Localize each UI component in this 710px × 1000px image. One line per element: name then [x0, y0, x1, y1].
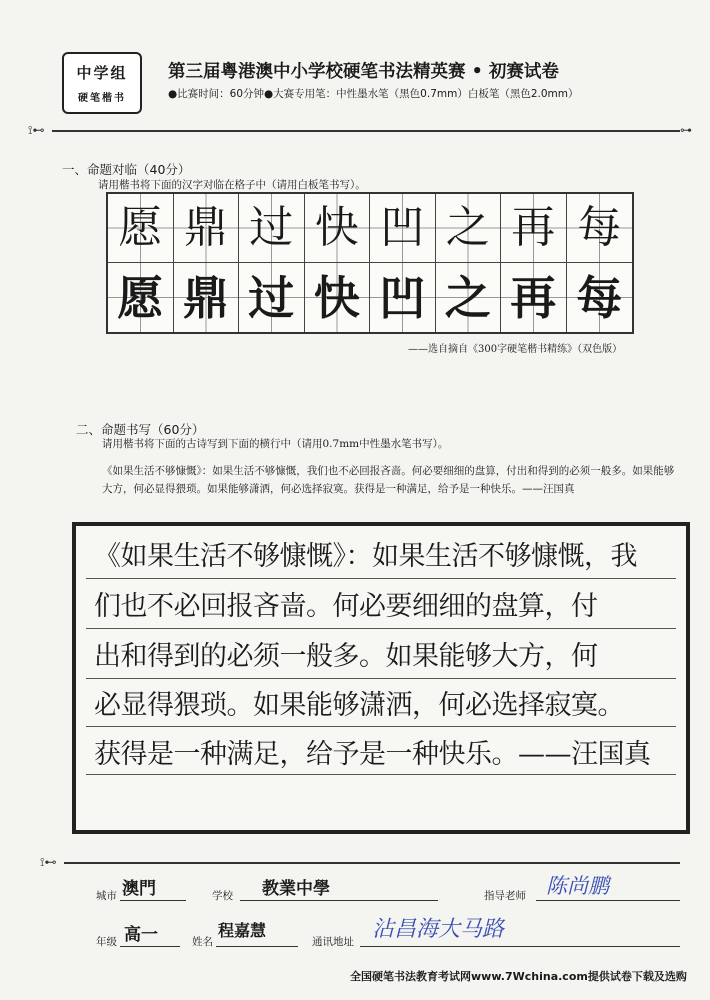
written-cell: 凹: [370, 263, 436, 332]
written-cell: 再: [501, 263, 567, 332]
model-cell: 鼎: [174, 194, 240, 263]
city-label: 城市: [96, 890, 117, 902]
writing-line: [86, 774, 676, 775]
written-cell: 之: [436, 263, 502, 332]
writing-line: [86, 628, 676, 629]
written-cell: 愿: [108, 263, 174, 332]
written-cell: 鼎: [174, 263, 240, 332]
page-subtitle: ●比赛时间：60分钟●大赛专用笔：中性墨水笔（黑色0.7mm）白板笔（黑色2.0mm）: [168, 88, 579, 100]
section1-title: 一、命题对临（40分）: [62, 162, 191, 177]
model-cell: 之: [436, 194, 502, 263]
address-underline: [360, 946, 680, 947]
header-divider: [52, 130, 680, 132]
poem-text: 《如果生活不够慷慨》：如果生活不够慷慨，我们也不必回报吝啬。何必要细细的盘算，付出和得到的必须一般多。如果能够大方，何必显得猥琐。如果能够潇洒，何必选择寂寞。获得是一种满足，给予是一种快乐。——汪国真: [102, 465, 675, 495]
copy-grid: [106, 192, 634, 334]
group-label: 中学组: [76, 64, 128, 82]
model-cell: 过: [239, 194, 305, 263]
written-cell: 快: [305, 263, 371, 332]
writing-line: [86, 726, 676, 727]
school-underline: [240, 900, 438, 901]
scroll-ornament-icon: ⟟⊷: [28, 123, 45, 137]
teacher-underline: [536, 900, 680, 901]
model-cell: 快: [305, 194, 371, 263]
school-value: 教業中學: [262, 879, 330, 899]
handwritten-line: 们也不必回报吝啬。何必要细细的盘算，付: [94, 591, 598, 622]
handwritten-line: 出和得到的必须一般多。如果能够大方，何: [94, 641, 598, 672]
handwritten-line: 必显得猥琐。如果能够潇洒，何必选择寂寞。: [94, 690, 624, 721]
name-value: 程嘉慧: [218, 921, 267, 940]
grade-label: 年级: [96, 936, 117, 948]
section1-instruction: 请用楷书将下面的汉字对临在格子中（请用白板笔书写）。: [98, 179, 366, 191]
model-cell: 愿: [108, 194, 174, 263]
handwritten-line: 《如果生活不够慷慨》：如果生活不够慷慨，我: [94, 541, 637, 572]
group-badge: [62, 52, 142, 114]
model-cell: 再: [501, 194, 567, 263]
style-label: 硬笔楷书: [78, 93, 126, 104]
writing-box: [72, 522, 690, 834]
source-credit: ——选自摘自《300字硬笔楷书精练》（双色版）: [408, 344, 623, 355]
swirl-ornament-icon: ⊶: [680, 123, 692, 137]
section2-instruction: 请用楷书将下面的古诗写到下面的横行中（请用0.7mm中性墨水笔书写）。: [102, 438, 449, 450]
grade-underline: [120, 946, 180, 947]
model-cell: 凹: [370, 194, 436, 263]
name-label: 姓名: [192, 936, 213, 948]
name-underline: [216, 946, 298, 947]
footer-divider: [64, 862, 680, 864]
page-title: 第三届粤港澳中小学校硬笔书法精英赛 • 初赛试卷: [168, 62, 559, 82]
written-cell: 每: [567, 263, 633, 332]
city-value: 澳門: [122, 879, 156, 899]
address-value: 沾昌海大马路: [372, 917, 505, 942]
grade-value: 高一: [124, 925, 158, 945]
scroll-ornament-icon: ⟟⊷: [40, 855, 57, 869]
handwritten-line: 获得是一种满足，给予是一种快乐。——汪国真: [94, 739, 651, 770]
model-cell: 每: [567, 194, 633, 263]
section2-title: 二、命题书写（60分）: [76, 422, 205, 437]
city-underline: [120, 900, 186, 901]
school-label: 学校: [212, 890, 233, 902]
address-label: 通讯地址: [312, 936, 354, 948]
teacher-label: 指导老师: [484, 890, 526, 902]
writing-line: [86, 578, 676, 579]
written-cell: 过: [239, 263, 305, 332]
bottom-note: 全国硬笔书法教育考试网www.7Wchina.com提供试卷下载及选购: [350, 970, 687, 983]
writing-line: [86, 678, 676, 679]
teacher-value: 陈尚鹏: [546, 874, 609, 898]
